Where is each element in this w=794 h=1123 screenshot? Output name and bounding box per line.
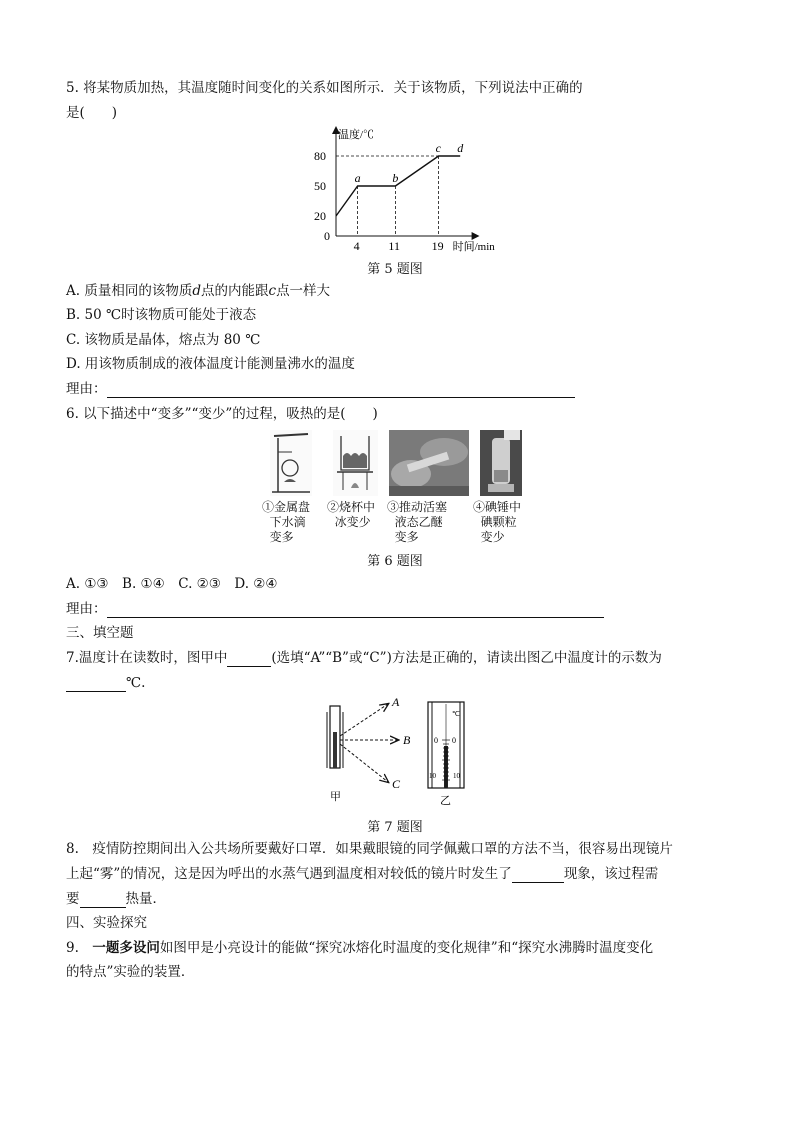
q5-stem-line1: 5. 将某物质加热，其温度随时间变化的关系如图所示．关于该物质，下列说法中正确的 <box>66 80 583 96</box>
q6-image-metal-plate <box>270 430 312 496</box>
chart-y-tick-80: 80 <box>314 149 326 163</box>
chart-point-label-b: b <box>392 171 399 185</box>
q8-line2-prefix: 上起“雾”的情况，这是因为呼出的水蒸气遇到温度相对较低的镜片时发生了 <box>66 866 512 882</box>
q5-reason-blank[interactable] <box>107 383 575 398</box>
section4-title: 四、实验探究 <box>66 915 147 931</box>
q7-text-unit: ℃. <box>126 675 146 691</box>
q7-blank-method[interactable] <box>227 652 271 667</box>
q7-line2 <box>66 674 145 692</box>
q9-line1 <box>66 939 653 957</box>
q6-figure-caption: 第 6 题图 <box>367 554 423 569</box>
q6-reason-blank[interactable] <box>107 603 604 618</box>
q7-scale-zero-right: 0 <box>452 736 456 745</box>
q8-blank-heat[interactable] <box>80 893 126 908</box>
q7-figure-yi <box>424 700 468 806</box>
chart-y-label: 温度/℃ <box>338 129 375 141</box>
q8-blank-phenomenon[interactable] <box>512 868 564 883</box>
q6-image-beaker-ice <box>333 430 378 496</box>
q6-image-4-caption: ④碘锤中 碘颗粒 变少 <box>473 500 522 544</box>
q5-temperature-chart <box>300 124 495 254</box>
q8-line3-prefix: 要 <box>66 891 80 907</box>
q6-reason-row <box>66 600 604 618</box>
q8-line3-suffix: 热量． <box>125 891 166 907</box>
q7-label-c: C <box>392 777 401 791</box>
q7-scale-unit: ℃ <box>452 710 460 718</box>
q6-reason-label: 理由： <box>66 601 107 617</box>
chart-y-tick-20: 20 <box>314 209 326 223</box>
section3-title: 三、填空题 <box>66 625 134 641</box>
q7-blank-reading[interactable] <box>66 677 126 692</box>
q7-figure-jia <box>318 692 418 802</box>
q5-option-a-mid: 点的内能跟 <box>201 283 269 299</box>
chart-y-tick-50: 50 <box>314 179 326 193</box>
q7-text-mid: (选填“A”“B”或“C”)方法是正确的，请读出图乙中温度计的示数为 <box>271 650 662 666</box>
q5-reason-row <box>66 380 575 398</box>
q5-option-a-d: d <box>192 283 201 299</box>
q8-line1: 8. 疫情防控期间出入公共场所要戴好口罩．如果戴眼镜的同学佩戴口罩的方法不当，很容易出现镜片 <box>66 841 673 857</box>
q7-label-jia: 甲 <box>330 791 341 803</box>
q6-options[interactable]: A. ①③ B. ①④ C. ②③ D. ②④ <box>66 576 278 592</box>
q5-option-a[interactable] <box>66 282 330 300</box>
q9-line2: 的特点”实验的装置． <box>66 964 195 980</box>
q7-scale-ten-left: 10 <box>429 772 436 780</box>
chart-point-label-c: c <box>435 141 441 155</box>
q5-option-a-c: c <box>268 283 277 299</box>
q6-image-1-caption: ①金属盘 下水滴 变多 <box>262 500 311 544</box>
q7-scale-ten-right: 10 <box>453 772 460 780</box>
q6-image-3-caption: ③推动活塞 液态乙醚 变多 <box>387 500 448 544</box>
chart-x-tick-11: 11 <box>388 239 400 253</box>
q9-line1-suffix: 如图甲是小亮设计的能做“探究冰熔化时温度的变化规律”和“探究水沸腾时温度变化 <box>159 940 654 956</box>
q5-figure-caption: 第 5 题图 <box>367 262 423 277</box>
chart-series-line <box>336 156 460 216</box>
chart-x-tick-4: 4 <box>353 239 360 253</box>
q5-option-b[interactable]: B. 50 ℃时该物质可能处于液态 <box>66 307 257 323</box>
q6-image-2-caption: ②烧杯中 冰变少 <box>327 500 376 529</box>
q7-line1 <box>66 649 662 667</box>
q5-stem-line2: 是( ) <box>66 105 118 121</box>
q6-image-iodine-hammer <box>480 430 522 496</box>
q7-text-prefix: 7.温度计在读数时，图甲中 <box>66 650 228 666</box>
chart-origin-label: 0 <box>324 229 330 243</box>
q8-line2-suffix: 现象，该过程需 <box>563 866 659 882</box>
q9-line1-bold: 一题多设问 <box>92 940 160 956</box>
q7-figure-caption: 第 7 题图 <box>367 820 423 835</box>
q6-stem: 6. 以下描述中“变多”“变少”的过程，吸热的是( ) <box>66 406 378 422</box>
q5-option-d[interactable]: D. 用该物质制成的液体温度计能测量沸水的温度 <box>66 356 355 372</box>
chart-x-label: 时间/min <box>452 241 495 253</box>
q7-scale-zero-left: 0 <box>434 736 438 745</box>
q7-label-a: A <box>392 695 400 709</box>
q6-image-syringe-ether <box>389 430 469 496</box>
chart-point-label-a: a <box>354 171 361 185</box>
q5-option-a-suffix: 点一样大 <box>276 283 331 299</box>
q7-label-b: B <box>403 733 411 747</box>
q5-option-c[interactable]: C. 该物质是晶体，熔点为 80 ℃ <box>66 332 261 348</box>
chart-point-label-d: d <box>457 141 464 155</box>
q5-option-a-prefix: A. 质量相同的该物质 <box>66 283 193 299</box>
q7-label-yi: 乙 <box>440 795 451 807</box>
q9-line1-prefix: 9. <box>66 940 93 956</box>
chart-x-tick-19: 19 <box>431 239 444 253</box>
q5-reason-label: 理由： <box>66 381 107 397</box>
q8-line3 <box>66 890 166 908</box>
q8-line2 <box>66 865 658 883</box>
